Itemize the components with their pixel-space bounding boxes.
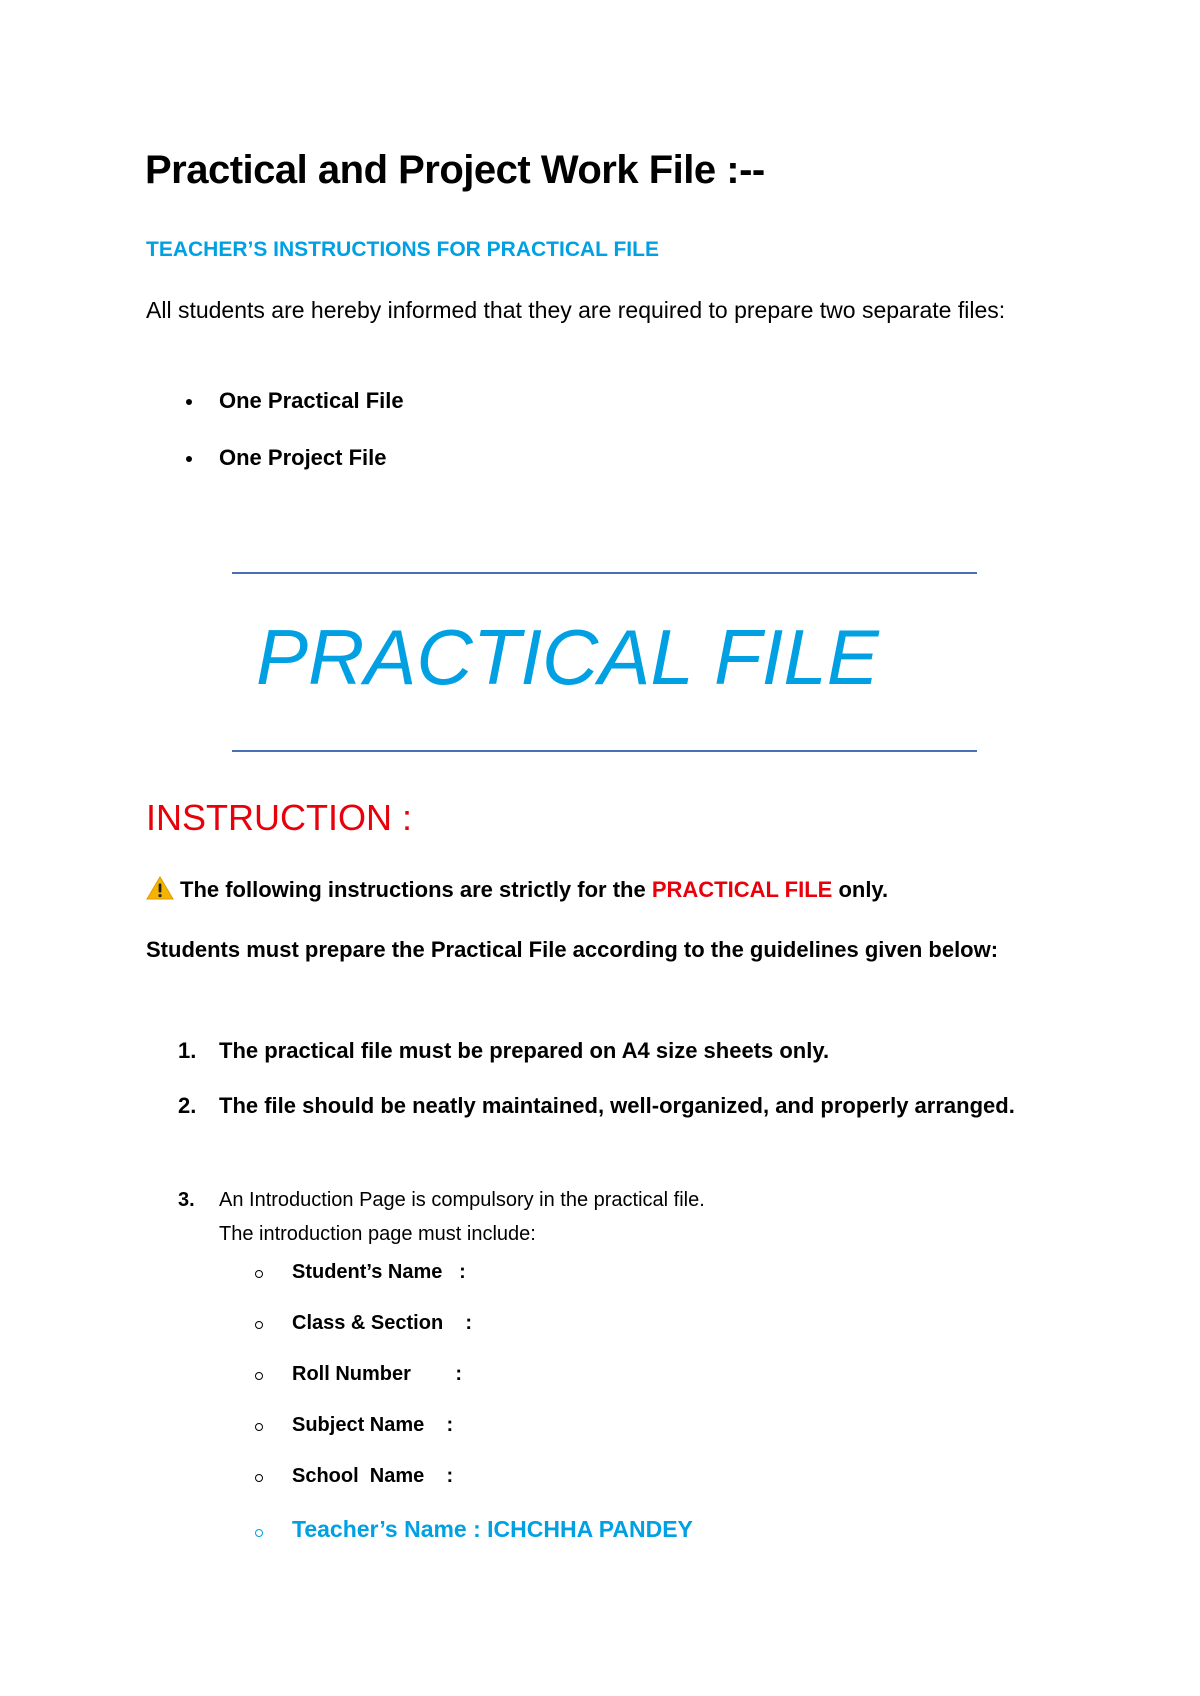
list-item [146, 1030, 1026, 1085]
list-item [146, 1515, 693, 1566]
list-item [146, 1462, 693, 1513]
guidelines-list [146, 1030, 1026, 1251]
practical-file-banner: PRACTICAL FILE [256, 613, 879, 701]
list-item [146, 386, 404, 443]
step-text: The file should be neatly maintained, well-organized, and properly arranged. [219, 1093, 1015, 1118]
field-label: Class & Section : [292, 1312, 473, 1334]
list-item [146, 1360, 693, 1411]
circle-bullet-icon [255, 1474, 263, 1482]
list-item [146, 1085, 1026, 1183]
list-item [146, 1258, 693, 1309]
list-item [146, 1309, 693, 1360]
list-number: 2. [178, 1093, 197, 1118]
list-item [146, 1183, 1026, 1251]
warning-icon [146, 876, 174, 900]
intro-page-fields [146, 1258, 693, 1566]
list-item [146, 443, 404, 500]
circle-bullet-icon [255, 1372, 263, 1380]
files-list [146, 386, 404, 500]
list-number: 1. [178, 1038, 197, 1063]
step-text-secondary: The introduction page must include: [219, 1223, 536, 1245]
circle-bullet-icon [255, 1423, 263, 1431]
instruction-heading: INSTRUCTION : [146, 797, 412, 838]
bullet-icon [186, 399, 192, 405]
step-text: The practical file must be prepared on A4 size sheets only. [219, 1038, 830, 1063]
field-label: School Name : [292, 1465, 454, 1487]
field-label: Roll Number : [292, 1363, 463, 1385]
teacher-name-field: Teacher’s Name : ICHCHHA PANDEY [292, 1516, 693, 1542]
list-item [146, 1411, 693, 1462]
warning-text-highlight: PRACTICAL FILE [651, 877, 833, 902]
warning-text-after: only. [832, 877, 889, 902]
intro-paragraph: All students are hereby informed that they are required to prepare two separate files: [146, 297, 1006, 323]
warning-line [146, 875, 888, 905]
circle-bullet-icon [255, 1270, 263, 1278]
divider-top [232, 572, 977, 574]
circle-bullet-icon [255, 1529, 263, 1537]
bullet-icon [186, 456, 192, 462]
circle-bullet-icon [255, 1321, 263, 1329]
field-label: Student’s Name : [292, 1261, 466, 1283]
guidelines-intro: Students must prepare the Practical File according to the guidelines given below: [146, 937, 999, 962]
step-text: An Introduction Page is compulsory in the practical file. [219, 1189, 705, 1211]
file-item-label: One Practical File [219, 388, 404, 413]
divider-bottom [232, 750, 977, 752]
warning-text-before: The following instructions are strictly for the [180, 877, 652, 902]
list-number: 3. [178, 1189, 195, 1211]
file-item-label: One Project File [219, 445, 387, 470]
page-title: Practical and Project Work File :-- [145, 148, 765, 192]
field-label: Subject Name : [292, 1414, 454, 1436]
section-subtitle: TEACHER’S INSTRUCTIONS FOR PRACTICAL FILE [146, 238, 659, 261]
